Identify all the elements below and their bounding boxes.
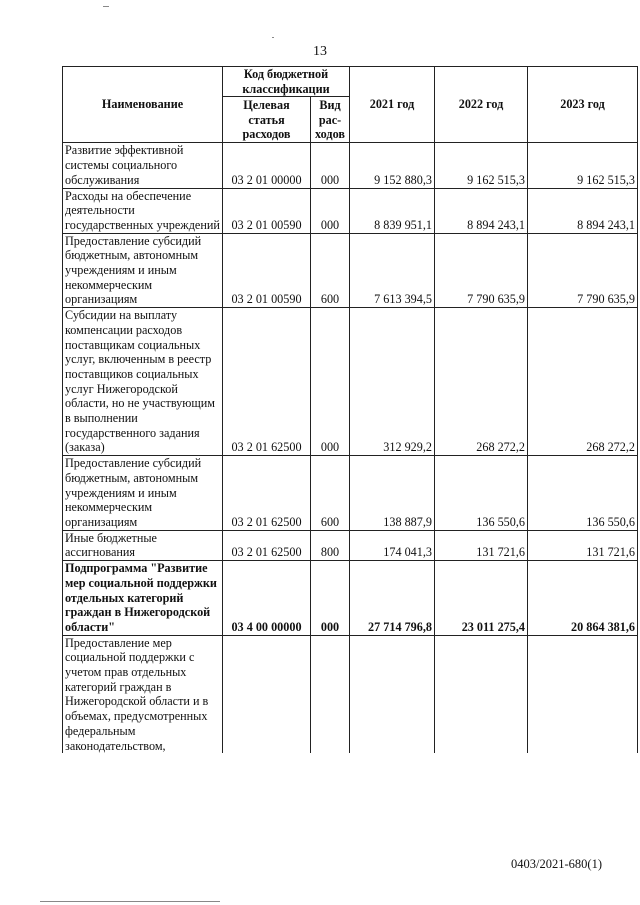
row-name: Иные бюджетные ассигнования [63,530,223,560]
page-number: 13 [313,44,327,59]
table-row [63,143,638,188]
row-code: 03 2 01 00000 [223,143,311,188]
table-row [63,308,638,456]
row-2021: 7 613 394,5 [350,233,435,308]
row-name: Расходы на обеспечение деятельности государственных учреждений [63,188,223,233]
row-kind: 800 [311,530,350,560]
row-2023: 131 721,6 [528,530,638,560]
row-kind: 000 [311,143,350,188]
table-row [63,635,638,753]
row-2021: 312 929,2 [350,308,435,456]
header-target-article: Целевая статья расходов [223,97,311,143]
scan-mark [40,901,220,902]
row-name: Предоставление мер социальной поддержки с учетом прав отдельных категорий граждан в Нижегородской области и в объемах, предусмотренных федеральным законодательством, [63,635,223,753]
row-2021: 27 714 796,8 [350,561,435,636]
row-name: Субсидии на выплату компенсации расходов поставщикам социальных услуг, включенным в реестр поставщиков социальных услуг Нижегородской области, но не участвующим в выполнении государственного задания (заказа) [63,308,223,456]
row-name: Развитие эффективной системы социального обслуживания [63,143,223,188]
row-kind: 600 [311,233,350,308]
row-2021: 9 152 880,3 [350,143,435,188]
row-2022: 9 162 515,3 [435,143,528,188]
row-2023: 268 272,2 [528,308,638,456]
row-code: 03 4 00 00000 [223,561,311,636]
row-2021: 138 887,9 [350,456,435,531]
table-row [63,233,638,308]
header-2023: 2023 год [528,67,638,143]
row-kind: 000 [311,561,350,636]
row-code: 03 2 01 62500 [223,456,311,531]
row-name: Подпрограмма "Развитие мер социальной поддержки отдельных категорий граждан в Нижегородской области" [63,561,223,636]
row-2021: 174 041,3 [350,530,435,560]
row-2023: 7 790 635,9 [528,233,638,308]
row-2022: 268 272,2 [435,308,528,456]
budget-table [62,66,638,753]
row-2022: 136 550,6 [435,456,528,531]
row-2022: 23 011 275,4 [435,561,528,636]
row-2022 [435,635,528,753]
row-2021 [350,635,435,753]
row-2022: 131 721,6 [435,530,528,560]
row-name: Предоставление субсидий бюджетным, автономным учреждениям и иным некоммерческим организациям [63,233,223,308]
scan-mark [103,6,109,7]
row-2023: 8 894 243,1 [528,188,638,233]
header-name: Наименование [63,67,223,143]
row-kind: 000 [311,308,350,456]
row-2023: 136 550,6 [528,456,638,531]
row-name: Предоставление субсидий бюджетным, автономным учреждениям и иным некоммерческим организациям [63,456,223,531]
table-row-subprogram [63,561,638,636]
row-code: 03 2 01 62500 [223,308,311,456]
row-code: 03 2 01 62500 [223,530,311,560]
row-code: 03 2 01 00590 [223,188,311,233]
header-2021: 2021 год [350,67,435,143]
row-2023: 20 864 381,6 [528,561,638,636]
header-2022: 2022 год [435,67,528,143]
row-2022: 7 790 635,9 [435,233,528,308]
row-kind: 000 [311,188,350,233]
table-row [63,456,638,531]
header-code-group: Код бюджетной классификации [223,67,350,97]
document-code: 0403/2021-680(1) [511,857,602,871]
row-kind [311,635,350,753]
table-row [63,188,638,233]
table-row [63,530,638,560]
row-2022: 8 894 243,1 [435,188,528,233]
header-expense-kind: Вид рас-ходов [311,97,350,143]
row-code [223,635,311,753]
row-2021: 8 839 951,1 [350,188,435,233]
scan-mark [272,37,274,38]
row-2023 [528,635,638,753]
row-code: 03 2 01 00590 [223,233,311,308]
row-kind: 600 [311,456,350,531]
row-2023: 9 162 515,3 [528,143,638,188]
